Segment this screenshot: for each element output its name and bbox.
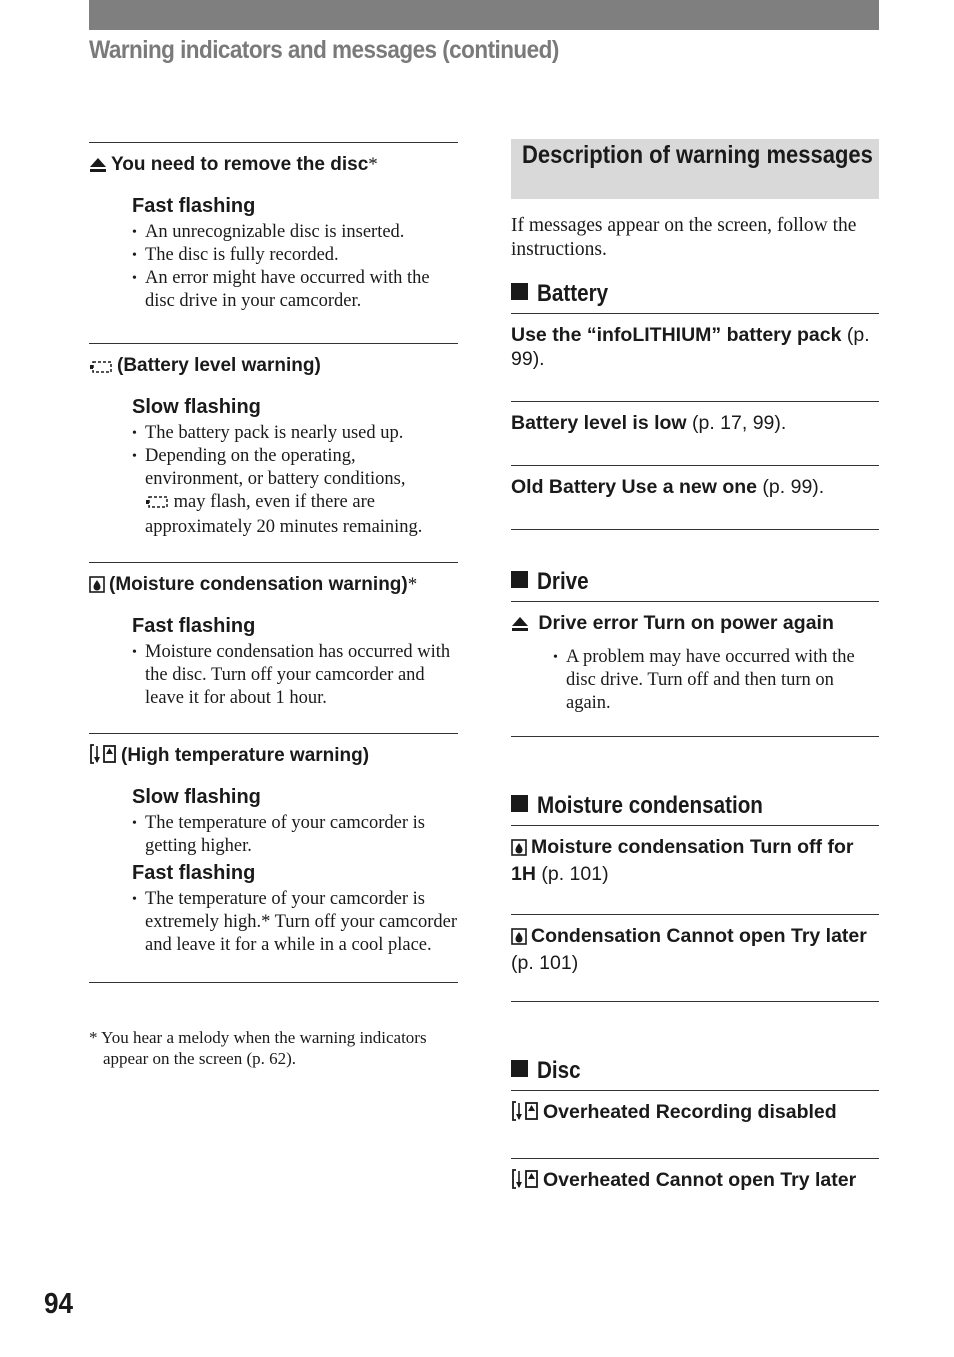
list-item: • The temperature of your camcorder is getting higher. (132, 812, 458, 858)
group-drive (511, 567, 879, 737)
flash-label: Fast flashing (132, 615, 256, 637)
message-item: Drive error Turn on power again • A problem may have occurred with the disc drive. Turn off and then turn on again. (511, 602, 879, 737)
page-number: 94 (44, 1288, 74, 1320)
group-moisture-condensation (511, 791, 879, 1002)
list-item: • The disc is fully recorded. (132, 244, 458, 267)
eject-icon (89, 156, 107, 180)
list-item: • The battery pack is nearly used up. (132, 422, 458, 445)
page-title: Warning indicators and messages (continued) (89, 36, 559, 64)
message-item: Overheated Cannot open Try later (511, 1159, 879, 1195)
high-temperature-icon (511, 1101, 539, 1127)
message-item: Condensation Cannot open Try later (p. 101) (511, 915, 879, 1002)
square-bullet-icon (511, 283, 528, 300)
section-title: (High temperature warning) (121, 745, 370, 766)
message-item: Battery level is low (p. 17, 99). (511, 402, 879, 466)
high-temperature-icon (89, 744, 117, 771)
warning-messages (511, 139, 879, 1195)
flash-label: Slow flashing (132, 396, 261, 418)
bullet-list (553, 646, 879, 715)
message-item: Overheated Recording disabled (511, 1091, 879, 1159)
moisture-icon (89, 576, 105, 600)
group-heading: Drive (511, 567, 879, 602)
intro-text: If messages appear on the screen, follow the instructions. (511, 215, 857, 260)
section-title: You need to remove the disc (111, 154, 369, 175)
list-item: • A problem may have occurred with the disc drive. Turn off and then turn on again. (553, 646, 879, 715)
bullet-list (132, 422, 458, 539)
battery-empty-icon (89, 357, 113, 381)
group-heading: Battery (511, 279, 879, 314)
indicator-moisture-condensation: (Moisture condensation warning)* Fast flashing • Moisture condensation has occurred with the disc. Turn off your camcorder and leave it for about 1 hour. (89, 562, 458, 733)
list-item: • The temperature of your camcorder is extremely high.* Turn off your camcorder and leave it for a while in a cool place. (132, 888, 458, 957)
divider (89, 982, 458, 983)
indicator-list (89, 142, 458, 1069)
bullet-list (132, 221, 458, 313)
section-title: Description of warning messages (522, 141, 873, 169)
flash-label: Fast flashing (132, 195, 256, 217)
section-title: (Battery level warning) (117, 355, 321, 376)
moisture-icon (511, 927, 527, 951)
flash-label: Slow flashing (132, 786, 261, 808)
message-item: Use the “infoLITHIUM” battery pack (p. 99). (511, 314, 879, 402)
message-item: Moisture condensation Turn off for 1H (p. 101) (511, 826, 879, 915)
group-heading: Moisture condensation (511, 791, 879, 826)
battery-empty-icon (145, 493, 169, 516)
section-title-box (511, 139, 879, 199)
eject-icon (511, 614, 529, 638)
square-bullet-icon (511, 795, 528, 812)
moisture-icon (511, 838, 527, 862)
indicator-high-temperature (89, 733, 458, 982)
high-temperature-icon (511, 1169, 539, 1195)
square-bullet-icon (511, 571, 528, 588)
bullet-list (132, 888, 458, 957)
group-disc (511, 1056, 879, 1195)
list-item: • An unrecognizable disc is inserted. (132, 221, 458, 244)
list-item: • Moisture condensation has occurred with the disc. Turn off your camcorder and leave it for about 1 hour. (132, 641, 458, 710)
square-bullet-icon (511, 1060, 528, 1077)
list-item: • Depending on the operating, environment, or battery conditions, may flash, even if there are approximately 20 minutes remaining. (132, 445, 458, 539)
header-bar (89, 0, 879, 30)
bullet-list (132, 641, 458, 710)
group-heading: Disc (511, 1056, 879, 1091)
message-item: Old Battery Use a new one (p. 99). (511, 466, 879, 530)
list-item: • An error might have occurred with the disc drive in your camcorder. (132, 267, 458, 313)
flash-label: Fast flashing (132, 862, 256, 884)
footnote: * You hear a melody when the warning indicators appear on the screen (p. 62). (89, 1028, 427, 1068)
bullet-list (132, 812, 458, 858)
indicator-battery-level (89, 343, 458, 562)
section-title: (Moisture condensation warning) (109, 574, 408, 595)
group-battery (511, 279, 879, 530)
indicator-remove-disc: You need to remove the disc* Fast flashing • An unrecognizable disc is inserted. • The disc is fully recorded. • An error might have occurred with the disc drive in your camcorder. (89, 142, 458, 343)
